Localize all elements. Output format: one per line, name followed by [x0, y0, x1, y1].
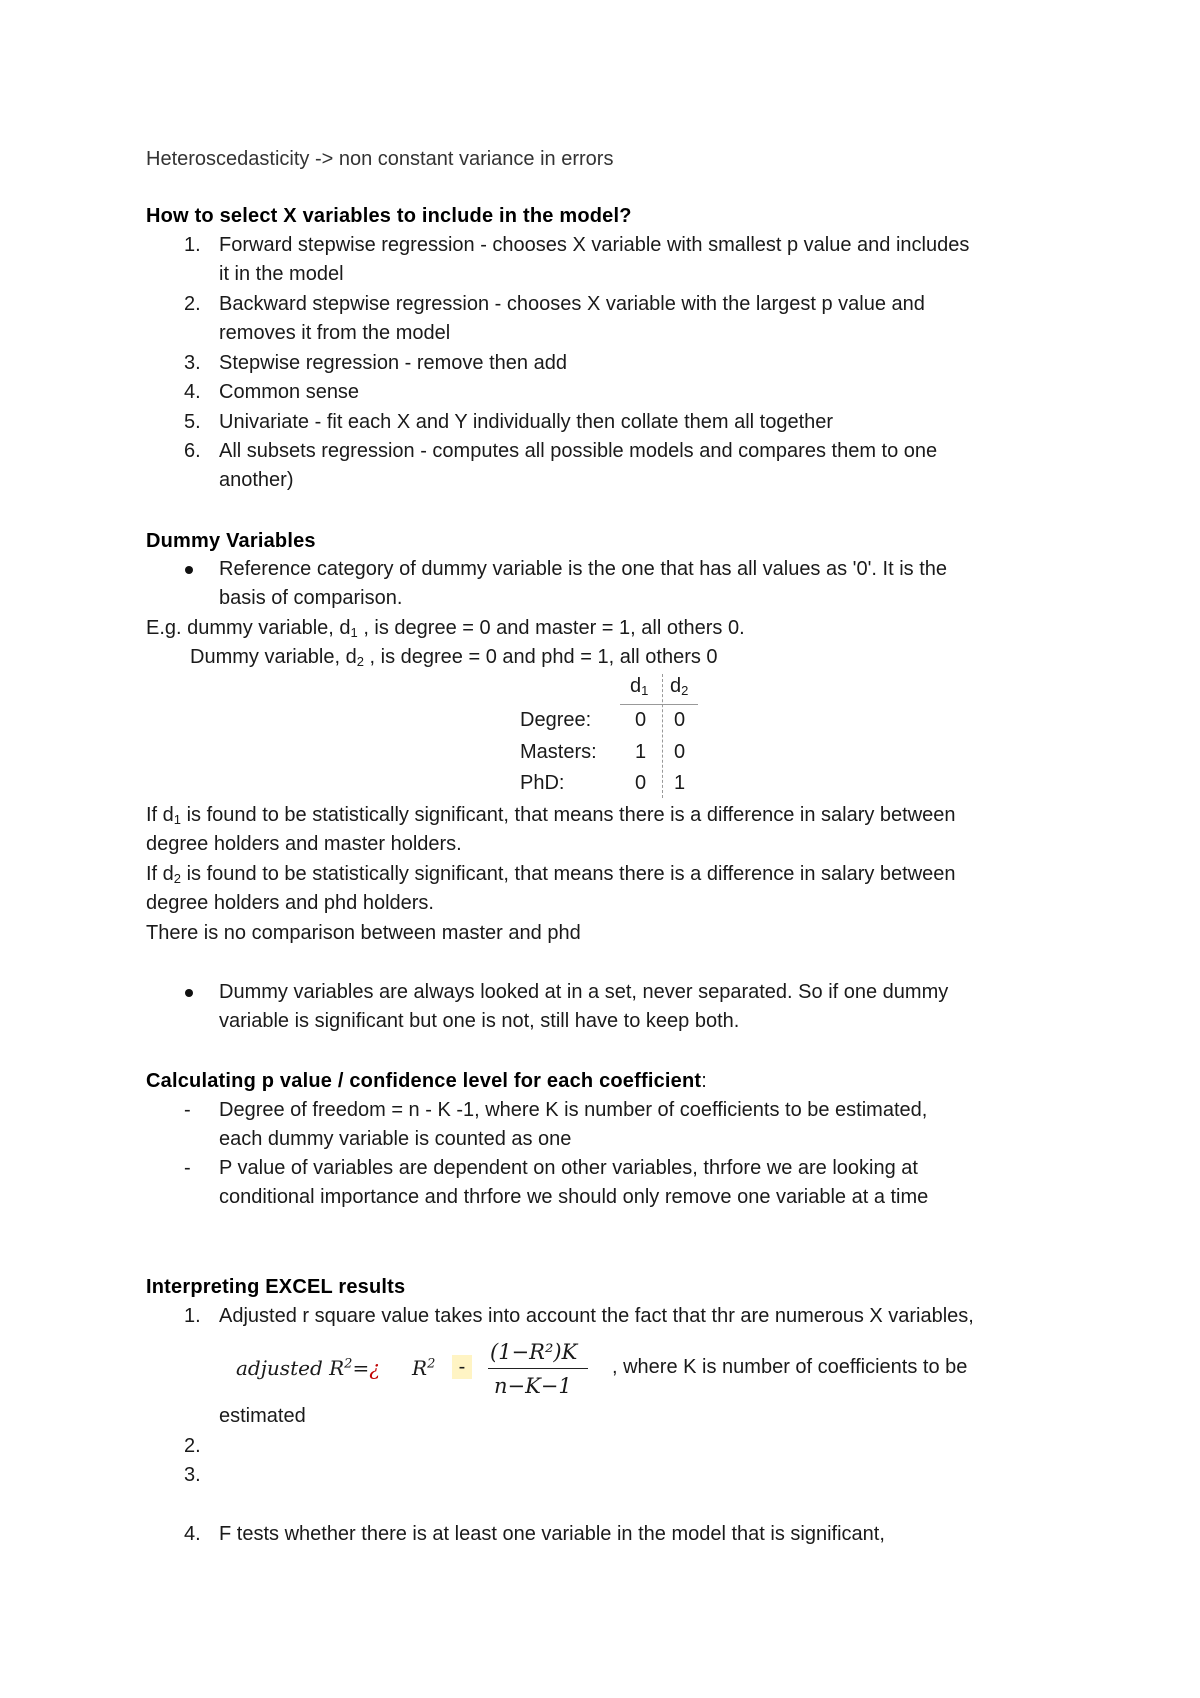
significance-line-1: If $d_1$ is found to be statistically significant, that means there is a difference in salary between — [146, 804, 956, 827]
list-item-cont: another) — [219, 469, 294, 491]
pvalue-heading: Calculating p value / confidence level for each coefficient: — [146, 1070, 707, 1092]
table-row-label: PhD: — [520, 772, 565, 794]
table-row-label: Degree: — [520, 709, 592, 731]
dash-marker: - — [184, 1099, 191, 1121]
list-number: 4. — [184, 1523, 201, 1545]
excel-heading: Interpreting EXCEL results — [146, 1276, 406, 1298]
formula-r-squared: $R^2$ — [412, 1356, 436, 1380]
list-item-cont: it in the model — [219, 263, 344, 285]
list-number: 3. — [184, 352, 201, 374]
list-number: 5. — [184, 411, 201, 433]
dash-item-cont: each dummy variable is counted as one — [219, 1128, 572, 1150]
bullet-text: Dummy variables are always looked at in a set, never separated. So if one dummy — [219, 981, 949, 1003]
formula-lhs: adjusted $R^2=¿$ — [236, 1356, 380, 1380]
dummy-heading: Dummy Variables — [146, 530, 316, 552]
formula-fraction-bar — [488, 1368, 588, 1369]
list-number: 6. — [184, 440, 201, 462]
list-item: Adjusted r square value takes into account the fact that thr are numerous X variables, — [219, 1305, 974, 1327]
table-header-d1: $d_1$ — [630, 675, 649, 698]
list-item-cont: removes it from the model — [219, 322, 451, 344]
formula-tail: , where K is number of coefficients to be — [612, 1356, 968, 1378]
list-item: Common sense — [219, 381, 360, 403]
no-comparison-line: There is no comparison between master and phd — [146, 922, 581, 944]
list-number: 1. — [184, 1305, 201, 1327]
dash-item: P value of variables are dependent on other variables, thrfore we are looking at — [219, 1157, 918, 1179]
table-cell: 1 — [674, 772, 686, 794]
table-cell: 0 — [674, 741, 686, 763]
table-cell: 0 — [635, 709, 647, 731]
bullet-icon — [185, 989, 193, 997]
intro-line: Heteroscedasticity -> non constant variance in errors — [146, 148, 614, 170]
significance-line-2: If $d_2$ is found to be statistically significant, that means there is a difference in salary between — [146, 863, 956, 886]
table-divider — [662, 674, 663, 798]
example-line-2: Dummy variable, $d_2$ , is degree = 0 and phd = 1, all others 0 — [190, 646, 718, 669]
dash-item: Degree of freedom = n - K -1, where K is number of coefficients to be estimated, — [219, 1099, 928, 1121]
list-number: 2. — [184, 293, 201, 315]
bullet-text-cont: variable is significant but one is not, still have to keep both. — [219, 1010, 740, 1032]
list-item: Stepwise regression - remove then add — [219, 352, 567, 374]
list-item-cont: estimated — [219, 1405, 306, 1427]
table-header-d2: $d_2$ — [670, 675, 689, 698]
significance-line-2-cont: degree holders and phd holders. — [146, 892, 434, 914]
dash-marker: - — [184, 1157, 191, 1179]
bullet-icon — [185, 566, 193, 574]
table-cell: 0 — [635, 772, 647, 794]
table-row-label: Masters: — [520, 741, 597, 763]
list-item: Forward stepwise regression - chooses X variable with smallest p value and includes — [219, 234, 970, 256]
formula-denominator: n−K−1 — [494, 1374, 572, 1398]
select-heading: How to select X variables to include in the model? — [146, 205, 632, 227]
formula-numerator: (1−R²)K — [490, 1340, 578, 1364]
table-cell: 0 — [674, 709, 686, 731]
bullet-text-cont: basis of comparison. — [219, 587, 403, 609]
list-item: F tests whether there is at least one variable in the model that is significant, — [219, 1523, 885, 1545]
dash-item-cont: conditional importance and thrfore we should only remove one variable at a time — [219, 1186, 929, 1208]
bullet-text: Reference category of dummy variable is the one that has all values as '0'. It is the — [219, 558, 948, 580]
list-item: All subsets regression - computes all possible models and compares them to one — [219, 440, 938, 462]
table-divider — [620, 704, 698, 705]
example-line-1: E.g. dummy variable, $d_1$ , is degree = 0 and master = 1, all others 0. — [146, 617, 745, 640]
list-number: 2. — [184, 1435, 201, 1457]
list-item: Univariate - fit each X and Y individually then collate them all together — [219, 411, 834, 433]
list-number: 4. — [184, 381, 201, 403]
list-number: 1. — [184, 234, 201, 256]
list-number: 3. — [184, 1464, 201, 1486]
significance-line-1-cont: degree holders and master holders. — [146, 833, 462, 855]
dummy-table — [512, 672, 712, 800]
formula-minus: - — [452, 1355, 472, 1379]
list-item: Backward stepwise regression - chooses X variable with the largest p value and — [219, 293, 925, 315]
table-cell: 1 — [635, 741, 647, 763]
